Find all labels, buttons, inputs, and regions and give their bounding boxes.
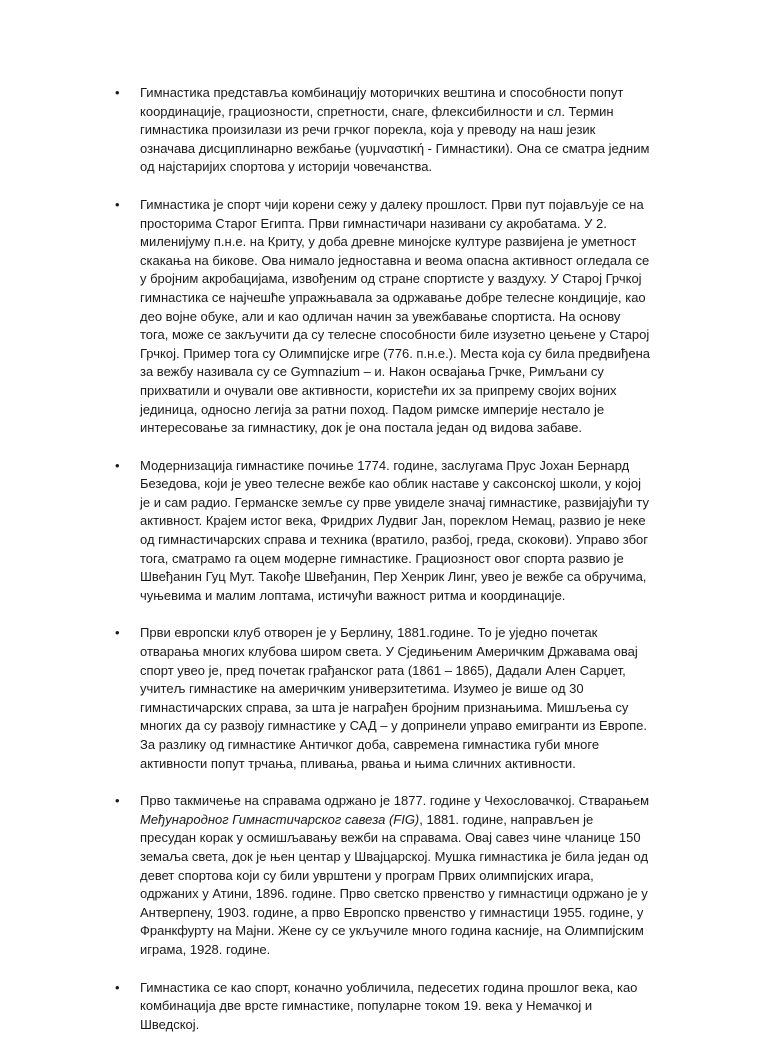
bullet-icon: • (115, 85, 120, 100)
paragraph-text-italic: Међународног Гимнастичарског савеза (FIG) (140, 811, 420, 827)
paragraph-text: Гимнастика се као спорт, коначно уобличила, педесетих година прошлог века, као комбинација две врсте гимнастике, популарне током 19. века у Немачкој и Шведској. (140, 979, 638, 1032)
list-item (112, 84, 652, 177)
paragraph-text (140, 793, 649, 957)
bullet-icon: • (115, 625, 120, 641)
list-item (112, 196, 652, 438)
list-item (112, 979, 652, 1035)
paragraph-text: Гимнастика представља комбинацију моторичких вештина и способности попут координације, грациозности, спретности, снаге, флексибилности и сл. Термин гимнастика произилази из речи грчког порекла, која у преводу на наш језик означава дисциплинарно вежбање (γυμναστική - Гимнастики). Она се сматра једним од најстаријих спортова у историји човечанства. (140, 85, 650, 175)
bullet-icon: • (115, 793, 120, 809)
bullet-icon: • (115, 457, 120, 473)
paragraph-text-before: Прво такмичење на справама одржано је 1877. године у Чехословачкој. Стварањем (140, 793, 650, 809)
paragraph-text: Први европски клуб отворен је у Берлину, 1881.године. То је уједно почетак отварања многих клубова широм света. У Сједињеним Америчким Државама овај спорт увео је, пред почетак грађанског рата (1861 – 1865), Дадали Ален Сарџет, учитељ гимнастике на америчким универзитетима. Изумео је више од 30 гимнастичарских справа, за шта је награђен бројним признањима. Мишљења су многих да су развоју гимнастике у САД – у допринели управо емигранти из Европе. За разлику од гимнастике Античког доба, савремена гимнастика губи многе активности попут трчања, пливања, рвања и њима сличних активности. (140, 625, 647, 771)
bullet-icon: • (115, 196, 120, 212)
list-item (112, 792, 652, 959)
paragraph-text: Гимнастика је спорт чији корени сежу у далеку прошлост. Први пут појављује се на просторима Старог Египта. Први гимнастичари називани су акробатама. У 2. миленијуму п.н.е. на Криту, у доба древне минојске културе развијена је уметност скакања на бикове. Ова нимало једноставна и веома опасна активност огледала се у бројним акробацијама, извођеним од стране спортисте у ваздуху. У Старој Грчкој гимнастика се најчешће упражњавала за одржавање добре телесне кондиције, као део војне обуке, али и као одличан начин за увежбавање спортиста. На основу тога, може се закључити да су телесне способности биле изузетно цењене у Старој Грчкој. Пример тога су Олимпијске игре (776. п.н.е.). Места која су била предвиђена за вежбу називала су се Gymnazium – и. Након освајања Грчке, Римљани су прихватили и очували ове активности, користећи их за припрему својих војних јединица, односно легија за ратни поход. Падом римске империје нестало је интересовање за гимнастику, док је она постала један од видова забаве. (140, 196, 650, 436)
bullet-list (112, 84, 652, 1053)
list-item (112, 457, 652, 606)
paragraph-text: Модернизација гимнастике почиње 1774. године, заслугама Прус Јохан Бернард Безедова, који је увео телесне вежбе као облик наставе у саксонској школи, у којој је и сам радио. Германске земље су прве увиделе значај гимнастике, развијајући ту активност. Крајем истог века, Фридрих Лудвиг Јан, пореклом Немац, развио је неке од гимнастичарских справа и техника (вратило, разбој, греда, скокови). Управо због тога, сматрамо га оцем модерне гимнастике. Грациозност овог спорта развио је Швеђанин Гуц Мут. Такође Швеђанин, Пер Хенрик Линг, увео је вежбе са обручима, чуњевима и малим лоптама, истичући важност ритма и координације. (140, 457, 649, 603)
bullet-icon: • (115, 979, 120, 995)
list-item (112, 624, 652, 773)
paragraph-text-after: , 1881. године, направљен је пресудан корак у осмишљавању вежби на справама. Овај савез чине чланице 150 земаља света, док је њен центар у Швајцарској. Мушка гимнастика је била један од девет спортова који су били уврштени у програм Првих олимпијских игара, одржаних у Атини, 1896. године. Прво светско првенство у гимнастици одржано је у Антверпену, 1903. године, а прво Европско првенство у гимнастици 1955. године, у Франкфурту на Мајни. Жене су се укључиле много година касније, на Олимпијским играма, 1928. године. (140, 811, 649, 957)
